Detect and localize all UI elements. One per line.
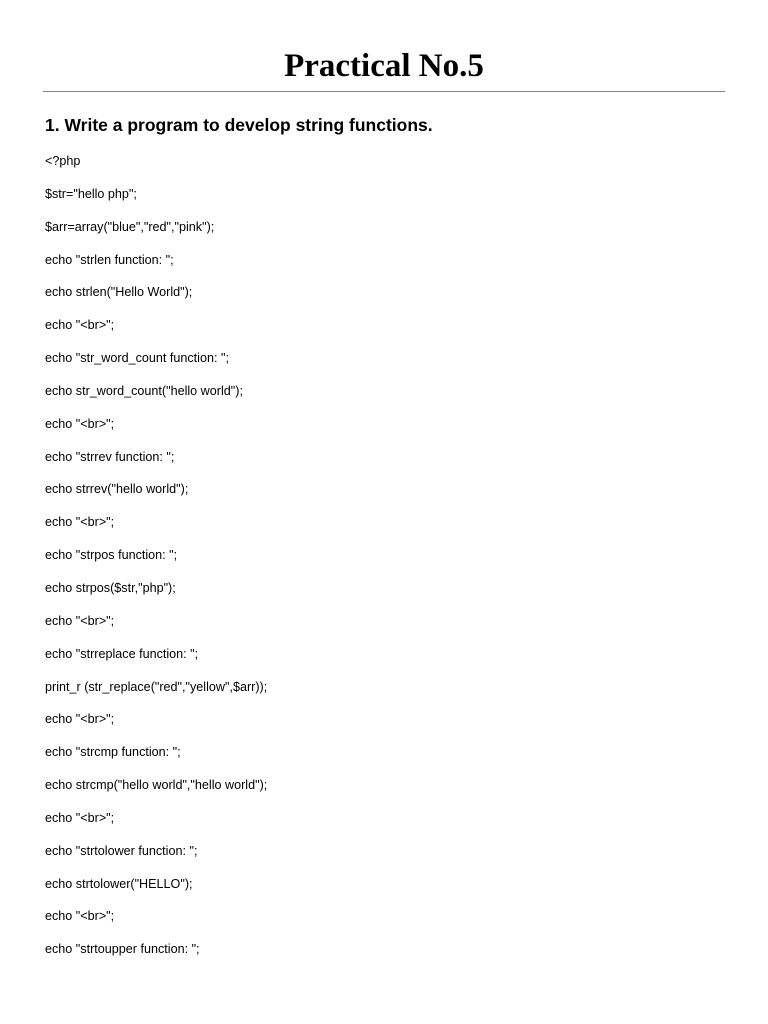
code-line: echo "<br>"; <box>45 909 115 924</box>
section-heading: 1. Write a program to develop string functions. <box>45 115 433 135</box>
code-line: $str="hello php"; <box>45 186 137 201</box>
code-line: echo "str_word_count function: "; <box>45 351 229 366</box>
code-line: echo strtolower("HELLO"); <box>45 876 193 891</box>
code-line: echo str_word_count("hello world"); <box>45 383 243 398</box>
code-line: echo "<br>"; <box>45 515 115 530</box>
code-line: echo strrev("hello world"); <box>45 482 189 497</box>
code-line: <?php <box>45 154 81 168</box>
code-line: echo strlen("Hello World"); <box>45 285 193 300</box>
code-line: $arr=array("blue","red","pink"); <box>45 219 215 234</box>
code-line: echo strpos($str,"php"); <box>45 580 176 595</box>
code-line: print_r (str_replace("red","yellow",$arr)); <box>45 679 268 694</box>
code-line: echo "strpos function: "; <box>45 548 178 563</box>
code-line: echo "<br>"; <box>45 810 115 825</box>
title-divider <box>43 91 725 92</box>
code-listing <box>45 150 267 971</box>
code-line: echo "strreplace function: "; <box>45 646 199 661</box>
code-line: echo "<br>"; <box>45 318 115 333</box>
page-title: Practical No.5 <box>284 48 484 84</box>
code-line: echo strcmp("hello world","hello world"); <box>45 778 268 793</box>
code-line: echo "strlen function: "; <box>45 252 174 267</box>
code-line: echo "strrev function: "; <box>45 449 175 464</box>
code-line: echo "<br>"; <box>45 712 115 727</box>
code-line: echo "strtolower function: "; <box>45 843 198 858</box>
code-line: echo "strcmp function: "; <box>45 745 181 760</box>
code-line: echo "<br>"; <box>45 416 115 431</box>
code-line: echo "<br>"; <box>45 613 115 628</box>
code-line: echo "strtoupper function: "; <box>45 942 200 957</box>
